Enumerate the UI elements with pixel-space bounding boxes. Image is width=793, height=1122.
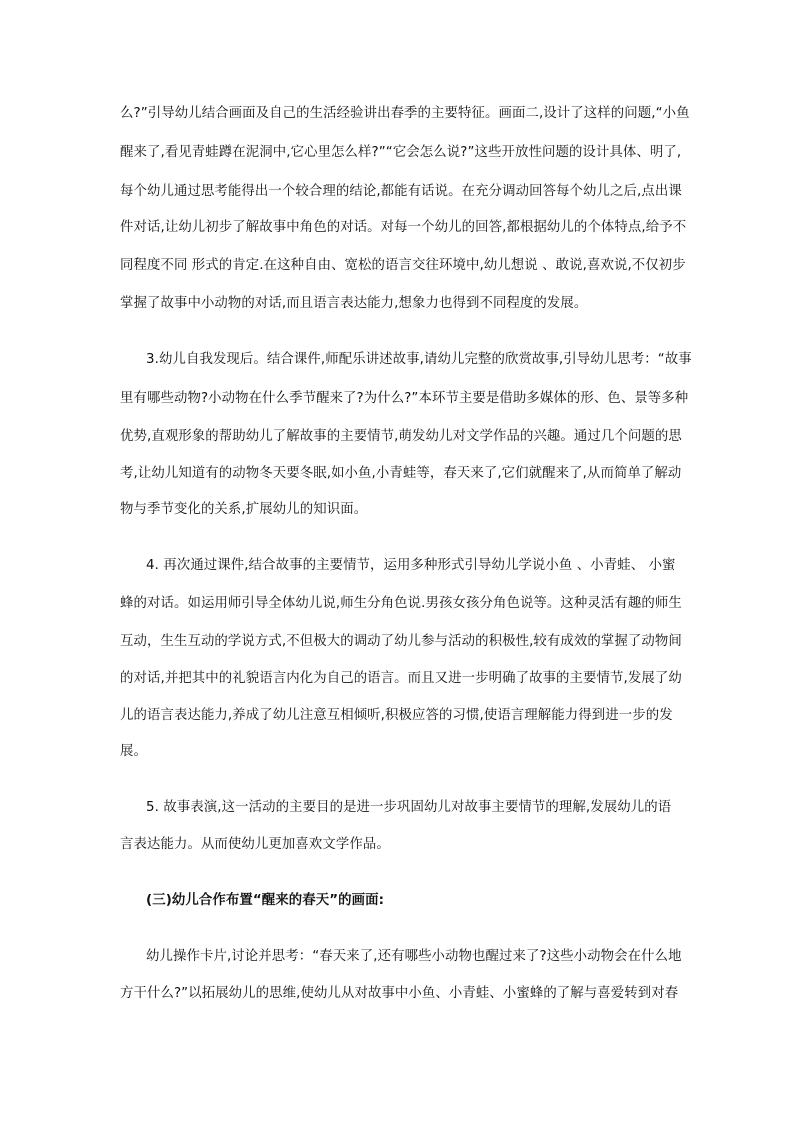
text-line: 方干什么?”以拓展幼儿的思维,使幼儿从对故事中小鱼、小青蛙、小蜜蜂的了解与喜爱转到对春 (120, 986, 679, 1001)
text-line: 言表达能力。从而使幼儿更加喜欢文学作品。 (120, 837, 390, 852)
text-line: 件对话,让幼儿初步了解故事中角色的对话。对每一个幼儿的回答,都根据幼儿的个体特点,给予不 (120, 220, 687, 235)
text-line: 醒来了,看见青蛙蹲在泥洞中,它心里怎么样?”“它会怎么说?”这些开放性问题的设计具体、明了, (120, 145, 682, 160)
text-line: 蜂的对话。如运用师引导全体幼儿说,师生分角色说.男孩女孩分角色说等。这种灵活有趣的师生 (120, 596, 682, 611)
text-line: 考,让幼儿知道有的动物冬天要冬眠,如小鱼,小青蛙等，春天来了,它们就醒来了,从而简单了解动 (120, 466, 682, 481)
text-line: 里有哪些动物?小动物在什么季节醒来了?为什么?”本环节主要是借助多媒体的形、色、景等多种 (120, 391, 689, 406)
text-line: 展。 (120, 744, 147, 759)
text-line: 优势,直观形象的帮助幼儿了解故事的主要情节,萌发幼儿对文学作品的兴趣。通过几个问题的思 (120, 429, 682, 444)
paragraph-5-start: 5. 故事表演,这一活动的主要目的是进一步巩固幼儿对故事主要情节的理解,发展幼儿的语 (146, 800, 672, 815)
paragraph-3-start: 3.幼儿自我发现后。结合课件,师配乐讲述故事,请幼儿完整的欣赏故事,引导幼儿思考：“故事 (146, 352, 692, 367)
paragraph-4-start: 4. 再次通过课件,结合故事的主要情节，运用多种形式引导幼儿学说小鱼 、小青蛙、 小蜜 (146, 558, 676, 573)
text-line: 每个幼儿通过思考能得出一个较合理的结论,都能有话说。在充分调动回答每个幼儿之后,点出课 (120, 184, 682, 199)
section-heading: (三)幼儿合作布置“醒来的春天”的画面: (146, 893, 385, 908)
text-line: 物与季节变化的关系,扩展幼儿的知识面。 (120, 502, 368, 517)
text-line: 么?”引导幼儿结合画面及自己的生活经验讲出春季的主要特征。画面二,设计了这样的问题,“小鱼 (120, 106, 690, 121)
text-line: 同程度不同 形式的肯定.在这种自由、宽松的语言交往环境中,幼儿想说 、敢说,喜欢说,不仅初步 (120, 258, 686, 273)
paragraph-6-start: 幼儿操作卡片,讨论并思考：“春天来了,还有哪些小动物也醒过来了?这些小动物会在什么地 (146, 949, 682, 964)
text-line: 的对话,并把其中的礼貌语言内化为自己的语言。而且又进一步明确了故事的主要情节,发展了幼 (120, 671, 682, 686)
text-line: 掌握了故事中小动物的对话,而且语言表达能力,想象力也得到不同程度的发展。 (120, 296, 588, 311)
text-line: 儿的语言表达能力,养成了幼儿注意互相倾听,积极应答的习惯,使语言理解能力得到进一步的发 (120, 708, 673, 723)
text-line: 互动，生生互动的学说方式,不但极大的调动了幼儿参与活动的积极性,较有成效的掌握了动物间 (120, 634, 682, 649)
